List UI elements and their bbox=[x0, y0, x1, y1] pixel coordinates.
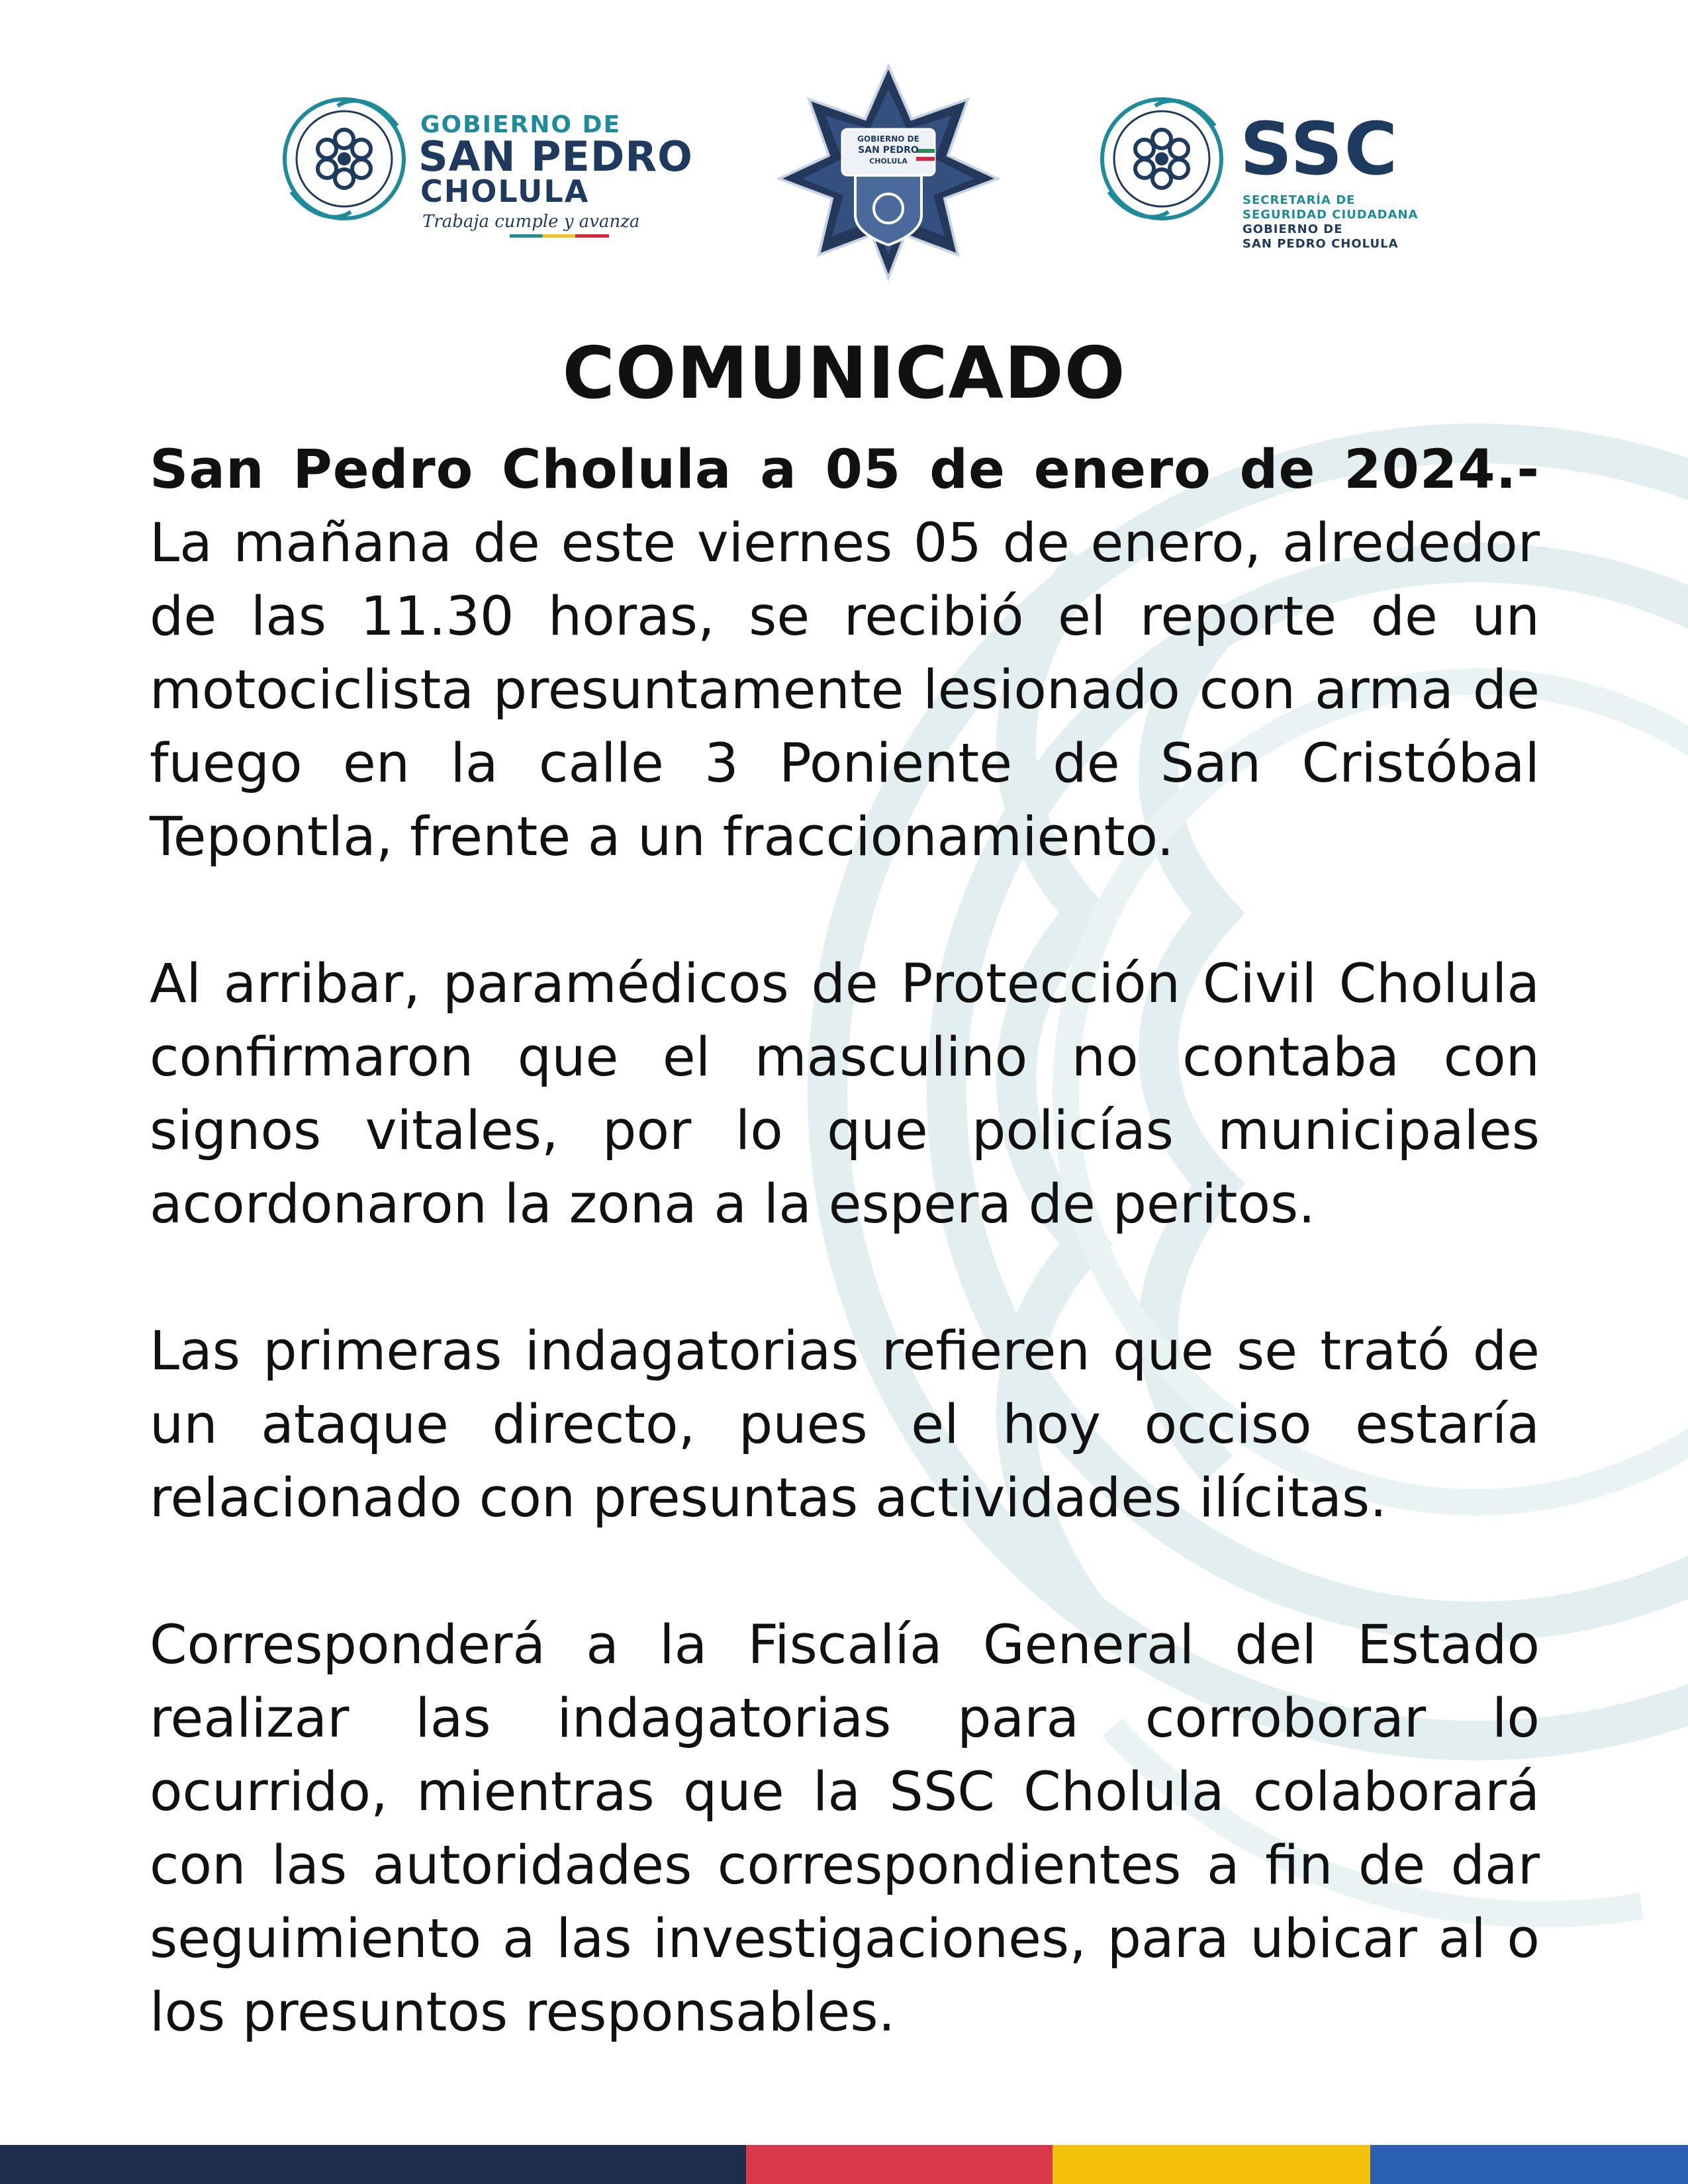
footer-segment-blue bbox=[1370, 2145, 1688, 2184]
gobierno-logo bbox=[278, 93, 693, 265]
paragraph-2: Al arribar, paramédicos de Protección Civil Cholula confirmaron que el masculino no contaba con signos vitales, por lo que policías municipales acordonaron la zona a la espera de peritos. bbox=[150, 953, 1540, 1236]
police-star-icon bbox=[776, 63, 1001, 281]
badge-line1: GOBIERNO DE bbox=[857, 134, 919, 144]
document-body bbox=[150, 433, 1540, 2123]
police-badge-logo bbox=[776, 63, 1001, 281]
footer-segment-yellow bbox=[1053, 2145, 1370, 2184]
paragraph-1-text: La mañana de este viernes 05 de enero, alrededor de las 11.30 horas, se recibió el reporte de un motociclista presuntamente lesionado con arma de fuego en la calle 3 Poniente de San Cristóbal Tepontla, frente a un fraccionamiento. bbox=[150, 512, 1540, 868]
footer-segment-navy bbox=[0, 2145, 746, 2184]
gobierno-line3: CHOLULA bbox=[420, 173, 590, 209]
slogan-underline bbox=[510, 234, 609, 238]
ssc-logo bbox=[1096, 93, 1440, 265]
ssc-line3: GOBIERNO DE bbox=[1243, 222, 1343, 236]
ssc-line1: SECRETARÍA DE bbox=[1243, 193, 1356, 207]
gobierno-line2: SAN PEDRO bbox=[418, 132, 693, 181]
badge-line2: SAN PEDRO bbox=[858, 145, 919, 156]
footer-color-bar bbox=[0, 2145, 1688, 2184]
ssc-line2: SEGURIDAD CIUDADANA bbox=[1243, 208, 1419, 222]
ssc-emblem-icon bbox=[1096, 93, 1228, 225]
gobierno-slogan: Trabaja cumple y avanza bbox=[422, 212, 640, 232]
ssc-line4: SAN PEDRO CHOLULA bbox=[1243, 237, 1399, 251]
document-title: COMUNICADO bbox=[562, 332, 1126, 415]
badge-line3: CHOLULA bbox=[869, 157, 908, 165]
footer-segment-red bbox=[746, 2145, 1053, 2184]
ssc-acronym: SSC bbox=[1240, 107, 1399, 191]
paragraph-1 bbox=[150, 433, 1540, 874]
flower-emblem-icon bbox=[278, 93, 410, 225]
paragraph-3: Las primeras indagatorias refieren que se trató de un ataque directo, pues el hoy occiso estaría relacionado con presuntas actividades ilícitas. bbox=[150, 1320, 1540, 1529]
dateline: San Pedro Cholula a 05 de enero de 2024.- bbox=[150, 439, 1540, 501]
gobierno-line1: GOBIERNO DE bbox=[420, 111, 622, 138]
paragraph-4: Corresponderá a la Fiscalía General del Estado realizar las indagatorias para corroborar lo ocurrido, mientras que la SSC Cholula colaborará con las autoridades correspondientes a fin de dar seguimiento a las investigaciones, para ubicar al o los presuntos responsables. bbox=[150, 1614, 1540, 2044]
